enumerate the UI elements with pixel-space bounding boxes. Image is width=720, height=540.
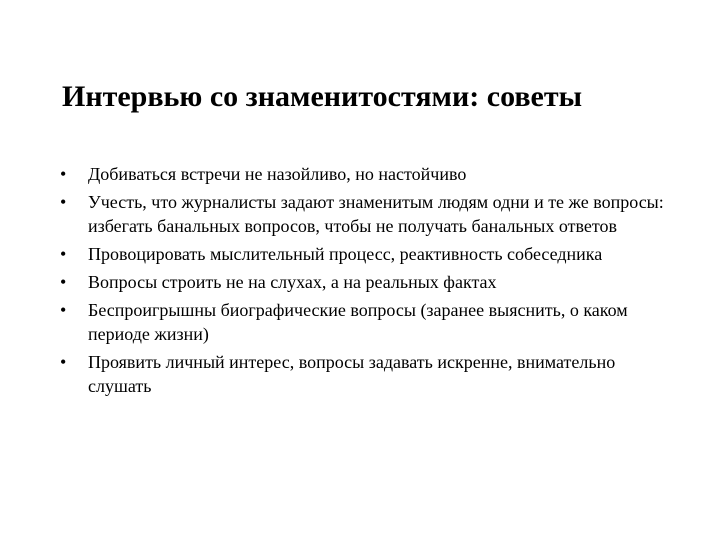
- bullet-icon: •: [60, 300, 67, 320]
- bullet-item: [60, 190, 680, 238]
- bullet-item: [60, 270, 680, 294]
- bullet-text: Проявить личный интерес, вопросы задавать искренне, внимательно слушать: [88, 352, 616, 396]
- bullet-item: [60, 350, 680, 398]
- bullet-item: [60, 242, 680, 266]
- bullet-text: Вопросы строить не на слухах, а на реальных фактах: [88, 272, 497, 292]
- bullet-item: [60, 162, 680, 186]
- bullet-text: Учесть, что журналисты задают знаменитым людям одни и те же вопросы: избегать банальных вопросов, чтобы не получать банальных ответов: [88, 192, 664, 236]
- bullet-text: Добиваться встречи не назойливо, но настойчиво: [88, 164, 467, 184]
- bullet-icon: •: [60, 244, 67, 264]
- bullet-text: Беспроигрышны биографические вопросы (заранее выяснить, о каком периоде жизни): [88, 300, 628, 344]
- bullet-icon: •: [60, 272, 67, 292]
- bullet-text: Провоцировать мыслительный процесс, реактивность собеседника: [88, 244, 603, 264]
- bullet-icon: •: [60, 192, 67, 212]
- bullet-icon: •: [60, 164, 67, 184]
- slide-title: Интервью со знаменитостями: советы: [62, 80, 583, 113]
- bullet-list: [60, 162, 680, 402]
- bullet-icon: •: [60, 352, 67, 372]
- bullet-item: [60, 298, 680, 346]
